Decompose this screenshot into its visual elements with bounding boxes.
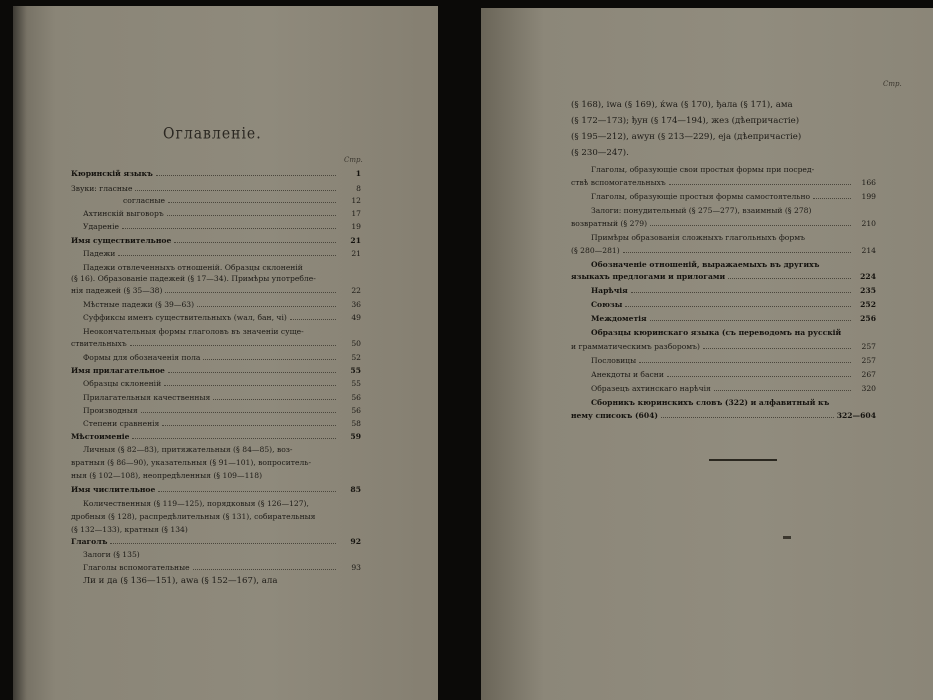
toc-entry (591, 397, 876, 408)
toc-page-number: 21 (351, 249, 361, 258)
toc-entry-text: Анекдоты и басни (591, 370, 664, 379)
toc-entry-text: (§ 132—133), кратныя (§ 134) (71, 525, 188, 534)
toc-entry (123, 195, 361, 206)
toc-entry (83, 299, 361, 310)
toc-entry (571, 100, 876, 111)
toc-entry-text: Пословицы (591, 356, 637, 365)
toc-entry (83, 418, 361, 429)
toc-entry-text: Глаголы, образующіе простыя формы самостоятельно (591, 192, 811, 201)
toc-leader-dots (669, 177, 851, 185)
toc-entry (83, 562, 361, 573)
toc-page-number: 56 (351, 406, 361, 415)
toc-leader-dots (197, 299, 336, 307)
toc-entry-text: Нарѣчія (591, 286, 628, 295)
toc-leader-dots (110, 536, 336, 544)
toc-entry-text: Количественныя (§ 119—125), порядковыя (§ 126—127), (83, 499, 309, 508)
toc-entry-text: Образецъ ахтинскаго нарѣчія (591, 384, 711, 393)
toc-entry (83, 312, 361, 323)
toc-entry (571, 177, 876, 188)
toc-entry (83, 498, 361, 509)
toc-leader-dots (193, 562, 336, 570)
toc-entry-text: Падежи отвлеченныхъ отношеній. Образцы склоненій (83, 263, 303, 272)
toc-entry-text: Личныя (§ 82—83), притяжательныя (§ 84—85), воз- (83, 445, 293, 454)
toc-entry-text: языкахъ предлогами и прилогами (571, 272, 726, 281)
toc-leader-dots (118, 248, 336, 256)
toc-entry (83, 208, 361, 219)
toc-leader-dots (661, 410, 834, 418)
toc-page-number: 55 (351, 379, 361, 388)
toc-entry-text: Имя прилагательное (71, 366, 165, 375)
toc-page-number: 1 (355, 169, 361, 178)
toc-entry-text: Междометія (591, 314, 647, 323)
toc-entry (591, 299, 876, 310)
toc-entry-text: ныя (§ 102—108), неопредѣленныя (§ 109—118) (71, 471, 263, 480)
left-page (13, 6, 438, 700)
toc-entry (83, 352, 361, 363)
toc-entry (71, 168, 361, 179)
toc-page-number: 59 (350, 432, 361, 441)
toc-page-number: 56 (351, 393, 361, 402)
toc-leader-dots (158, 484, 336, 492)
toc-entry-text: Образцы кюринскаго языка (съ переводомъ на русскій (591, 328, 842, 337)
toc-entry (83, 326, 361, 337)
toc-page-number: 199 (861, 192, 876, 201)
toc-entry (71, 484, 361, 495)
toc-leader-dots (132, 431, 336, 439)
toc-leader-dots (174, 235, 336, 243)
toc-entry (83, 549, 361, 560)
toc-entry (591, 191, 876, 202)
toc-leader-dots (162, 418, 336, 426)
toc-entry-text: (§ 280—281) (571, 246, 620, 255)
toc-page-number: 19 (351, 222, 361, 231)
toc-entry (71, 285, 361, 296)
toc-entry (71, 511, 361, 522)
toc-entry (571, 271, 876, 282)
toc-entry (571, 148, 876, 159)
toc-page-number: 224 (860, 272, 876, 281)
toc-entry (83, 262, 361, 273)
toc-entry (71, 183, 361, 194)
toc-leader-dots (164, 378, 336, 386)
ink-mark (783, 536, 791, 539)
toc-leader-dots (813, 191, 851, 199)
toc-entry-text: ствительныхъ (71, 339, 127, 348)
toc-entry-text: Залоги (§ 135) (83, 550, 140, 559)
toc-entry-text: Формы для обозначенія пола (83, 353, 201, 362)
toc-page-number: 8 (356, 184, 361, 193)
toc-leader-dots (141, 405, 336, 413)
toc-entry-text: Падежи (83, 249, 116, 258)
toc-entry (71, 457, 361, 468)
toc-entry (71, 536, 361, 547)
toc-entry-text: Степени сравненія (83, 419, 160, 428)
toc-page-number: 257 (861, 342, 876, 351)
toc-page-number: 267 (861, 370, 876, 379)
toc-entry-text: Глаголы вспомогательные (83, 563, 190, 572)
toc-entry-text: Кюринскій языкъ (71, 169, 153, 178)
toc-entry-text: Удареніе (83, 222, 120, 231)
toc-leader-dots (623, 245, 851, 253)
toc-page-number: 322—604 (836, 411, 876, 420)
toc-entry (83, 221, 361, 232)
toc-page-number: 55 (350, 366, 361, 375)
toc-page-number: 256 (860, 314, 876, 323)
toc-entry-text: Ли и да (§ 136—151), аwа (§ 152—167), ала (83, 576, 278, 586)
page-column-header: Стр. (344, 156, 363, 164)
toc-entry-text: Производныя (83, 406, 138, 415)
toc-leader-dots (156, 168, 336, 176)
toc-entry (83, 405, 361, 416)
toc-leader-dots (650, 313, 851, 321)
toc-entry (591, 369, 876, 380)
toc-entry-text: Глаголы, образующіе свои простыя формы при посред- (591, 165, 815, 174)
toc-page-number: 49 (351, 313, 361, 322)
toc-page-number: 320 (861, 384, 876, 393)
toc-leader-dots (203, 352, 336, 360)
toc-entry-text: Сборникъ кюринскихъ словъ (322) и алфавитный къ (591, 398, 830, 407)
toc-page-number: 252 (860, 300, 876, 309)
toc-entry (71, 235, 361, 246)
toc-entry (591, 327, 876, 338)
toc-entry (571, 410, 876, 421)
toc-page-number: 12 (351, 196, 361, 205)
toc-entry (83, 378, 361, 389)
toc-leader-dots (728, 271, 851, 279)
toc-leader-dots (168, 365, 336, 373)
toc-entry-text: дробныя (§ 128), распредѣлительныя (§ 131), собирательныя (71, 512, 316, 521)
toc-entry-text: Суффиксы именъ существительныхъ (wал, бан, чi) (83, 313, 287, 322)
toc-entry (591, 205, 876, 216)
page-title: Оглавленіе. (163, 124, 262, 144)
toc-leader-dots (667, 369, 851, 377)
toc-page-number: 235 (860, 286, 876, 295)
toc-entry-text: (§ 230—247). (571, 148, 629, 158)
toc-leader-dots (714, 383, 851, 391)
toc-page-number: 52 (351, 353, 361, 362)
toc-leader-dots (631, 285, 851, 293)
toc-entry (571, 132, 876, 143)
toc-page-number: 210 (861, 219, 876, 228)
toc-entry-text: и грамматическимъ разборомъ) (571, 342, 700, 351)
page-gutter-shadow (13, 6, 27, 700)
toc-entry (83, 248, 361, 259)
toc-entry-text: (§ 16). Образованіе падежей (§ 17—34). Примѣры употребле- (71, 274, 316, 283)
toc-leader-dots (703, 341, 851, 349)
toc-page-number: 17 (351, 209, 361, 218)
toc-entry-text: нему списокъ (604) (571, 411, 658, 420)
toc-page-number: 85 (350, 485, 361, 494)
toc-entry (591, 313, 876, 324)
toc-entry-text: Имя существительное (71, 236, 172, 245)
toc-entry (83, 444, 361, 455)
toc-entry-text: возвратный (§ 279) (571, 219, 648, 228)
toc-leader-dots (290, 312, 336, 320)
toc-entry-text: Звуки: гласные (71, 184, 133, 193)
toc-entry-text: Глаголъ (71, 537, 108, 546)
toc-leader-dots (650, 218, 851, 226)
toc-entry-text: Ахтинскій выговоръ (83, 209, 164, 218)
toc-entry (71, 338, 361, 349)
toc-entry (591, 164, 876, 175)
toc-entry (571, 341, 876, 352)
toc-entry-text: (§ 168), iwa (§ 169), ќwa (§ 170), ђала (§ 171), ама (571, 100, 793, 110)
toc-entry (591, 285, 876, 296)
toc-page-number: 214 (861, 246, 876, 255)
toc-leader-dots (165, 285, 336, 293)
toc-entry-text: нія падежей (§ 35—38) (71, 286, 163, 295)
toc-entry (591, 232, 876, 243)
toc-leader-dots (135, 183, 336, 191)
toc-entry-text: Имя числительное (71, 485, 156, 494)
toc-entry-text: (§ 172—173); ђун (§ 174—194), жез (дѣепричастіе) (571, 116, 800, 126)
toc-entry-text: Мѣстные падежи (§ 39—63) (83, 300, 195, 309)
toc-entry-text: Мѣстоименіе (71, 432, 130, 441)
toc-entry (571, 218, 876, 229)
toc-entry (71, 273, 361, 284)
toc-leader-dots (167, 208, 336, 216)
toc-entry-text: Обозначеніе отношеній, выражаемыхъ въ другихъ (591, 260, 820, 269)
toc-entry (71, 365, 361, 376)
toc-leader-dots (130, 338, 336, 346)
toc-entry-text: согласные (123, 196, 166, 205)
toc-entry-text: ствѣ вспомогательныхъ (571, 178, 666, 187)
toc-entry (591, 259, 876, 270)
toc-page-number: 166 (861, 178, 876, 187)
toc-entry-text: Примѣры образованія сложныхъ глагольныхъ формъ (591, 233, 805, 242)
toc-entry-text: Прилагательныя качественныя (83, 393, 211, 402)
toc-page-number: 22 (351, 286, 361, 295)
right-page (481, 8, 933, 700)
end-rule (709, 459, 777, 461)
toc-page-number: 257 (861, 356, 876, 365)
toc-leader-dots (625, 299, 851, 307)
toc-entry (571, 245, 876, 256)
toc-entry (83, 392, 361, 403)
page-column-header: Стр. (883, 80, 902, 88)
toc-entry-text: Залоги: понудительный (§ 275—277), взаимный (§ 278) (591, 206, 812, 215)
toc-entry (571, 116, 876, 127)
toc-page-number: 50 (351, 339, 361, 348)
toc-entry (83, 576, 361, 587)
toc-leader-dots (639, 355, 851, 363)
toc-leader-dots (122, 221, 336, 229)
toc-entry (71, 470, 361, 481)
toc-entry-text: Неокончательныя формы глаголовъ въ значеніи суще- (83, 327, 304, 336)
toc-page-number: 21 (350, 236, 361, 245)
toc-entry (591, 383, 876, 394)
toc-leader-dots (213, 392, 336, 400)
toc-leader-dots (168, 195, 336, 203)
toc-page-number: 93 (351, 563, 361, 572)
toc-page-number: 36 (351, 300, 361, 309)
toc-page-number: 92 (350, 537, 361, 546)
toc-entry-text: Образцы склоненій (83, 379, 162, 388)
toc-entry (71, 431, 361, 442)
toc-page-number: 58 (351, 419, 361, 428)
toc-entry-text: Союзы (591, 300, 623, 309)
toc-entry (71, 524, 361, 535)
toc-entry (591, 355, 876, 366)
toc-entry-text: вратныя (§ 86—90), указательныя (§ 91—101), вопроситель- (71, 458, 312, 467)
toc-entry-text: (§ 195—212), аwун (§ 213—229), еја (дѣепричастіе) (571, 132, 802, 142)
